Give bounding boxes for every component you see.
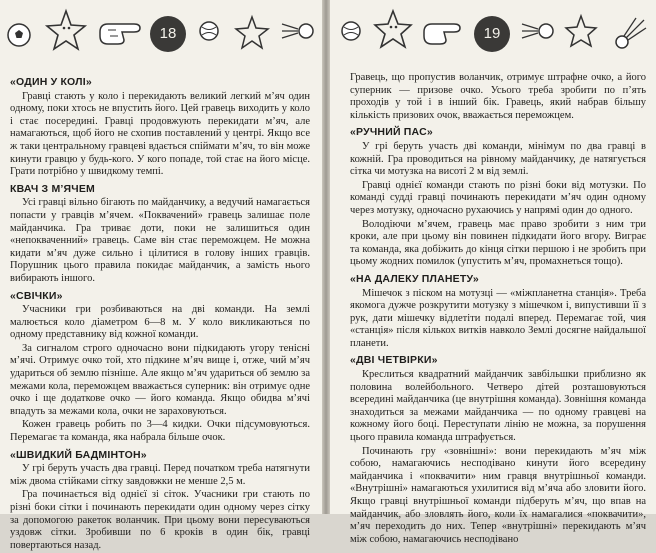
- right-page-text: [350, 72, 646, 547]
- paragraph: Усі гравці вільно бігають по майданчику, а ведучий намагається попасти у гравців м’ячем. «Поквачений» гравець залишає поле майданчика. Гра триває доти, поки не залишиться один «непокваченний» гравець. Саме він стає переможцем. Не можна кидати м’яч дуже сильно і цілитися в голову інших гравців. Порушник цього правила покидає майданчик, а замість нього вибирають іншого.: [10, 197, 310, 284]
- soccer-ball-icon: [6, 22, 32, 48]
- section-ruchnyi-pas: [350, 126, 646, 269]
- paragraph: За сигналом строго одночасно вони підкидають угору тенісні м’ячі. Отримує очко той, хто підкине м’яч вище і, отже, чий м’яч удариться об землю пізніше. Але якщо м’яч удариться об землю за межами кола, переможцем вважається суперник: він отримує одне очко і ще додаткове очко — його команда. Якщо обидва м’ячі впадуть за межами кола, очки не зараховуються.: [10, 342, 310, 417]
- section-title: «СВІЧКИ»: [10, 289, 63, 302]
- intro-paragraph: Гравець, що пропустив воланчик, отримує штрафне очко, а його суперник — призове очко. Усього треба зробити по п’ять проходів у той і в інший бік. Гравець, який набрав більшу кількість призових очок, вважається переможцем.: [350, 72, 646, 121]
- paragraph: Гравці однієї команди стають по різні боки від мотузки. По команді судді гравці починають перекидати м’яч один одному через мотузку, одночасно рухаючись у напрямі один до одного.: [350, 179, 646, 216]
- paragraph: Креслиться квадратний майданчик завбільшки приблизно як половина волейбольного. Четверо дітей розташовуються всередині майданчика (це внутрішня команда). Зовнішня команда знаходиться за межами майданчика — по одному гравцеві на кожному його боці. Переступати лінію не можна, за порушення цього правила команда штрафується.: [350, 369, 646, 444]
- paragraph: Гра починається від однієї зі сіток. Учасники гри стають по різні боки сітки і починають перекидати один одному через сітку за допомогою ракеток воланчик. При цьому вони пересуваються уздовж сітки. Зробивши по 6 кроків в один бік, гравці повертаються назад.: [10, 489, 310, 551]
- left-page: [0, 0, 322, 551]
- section-title: «ОДИН У КОЛІ»: [10, 76, 92, 88]
- starfish-icon: [44, 8, 88, 52]
- paragraph: Учасники гри розбиваються на дві команди. На землі малюється коло діаметром 6—8 м. У коло викликаються по одному представнику від кожної команди.: [10, 304, 310, 341]
- page-number-right: 19: [474, 16, 510, 52]
- section-odyn-u-koli: [10, 76, 310, 179]
- left-page-text: [10, 72, 310, 553]
- paragraph: У грі беруть участь дві команди, мінімум по два гравці в кожній. Гра проводиться на рівному майданчику, де натягується сітка чи мотузка на висоті 2 м від землі.: [350, 140, 646, 178]
- section-title: «ДВІ ЧЕТВІРКИ»: [350, 354, 438, 367]
- small-star-icon: [232, 12, 272, 52]
- right-page-header: [330, 0, 656, 64]
- section-title: КВАЧ З М’ЯЧЕМ: [10, 182, 95, 195]
- right-page: [330, 0, 656, 545]
- paragraph: Володіючи м’ячем, гравець має право зробити з ним три кроки, але при цьому він повинен підкидати його вгору. Виграє та команда, яка добіжить до кінця сітки першою і не зробить при цьому жодних помилок (упустить м’яч, промахнеться тощо).: [350, 218, 646, 268]
- section-svichky: [10, 290, 310, 445]
- shuttlecock-icon: [610, 14, 650, 54]
- section-dvi-chetvirky: [350, 354, 646, 546]
- paragraph: Мішечок з піском на мотузці — «міжпланетна станція». Треба якомога дужче розкрутити мотузку з мішечком і, випустивши її з рук, дати мішечку відлетіти подалі вперед. Перемагає той, чия «станція» після кількох витків навколо Землі досягне найдальшої планети.: [350, 287, 646, 349]
- paragraph: У грі беруть участь два гравці. Перед початком треба натягнути між двома стійками сітку завдовжки не менше 2,5 м.: [10, 463, 310, 487]
- section-title: «ШВИДКИЙ БАДМІНТОН»: [10, 448, 147, 461]
- paragraph: Починають гру «зовнішні»: вони перекидають м’яч між собою, намагаючись несподівано кинути його всередину майданчика і «поквачити» ним гравця внутрішньої команди. «Внутрішні» намагаються ухилитися від м’яча або зловити його. Якщо гравці внутрішньої команди підберуть м’яч, що впав на майданчик, або зловлять його, коли їх намагалися «поквачити», м’яч переходить до них. Тепер «внутрішні» перекидають м’яч між собою, намагаючись несподівано: [350, 445, 646, 545]
- ball-doodle-icon: [338, 18, 364, 44]
- section-kvach-z-myachem: [10, 183, 310, 286]
- comet-icon: [280, 16, 316, 46]
- starfish-icon: [372, 8, 414, 50]
- section-na-daleku-planetu: [350, 273, 646, 351]
- book-gutter: [322, 0, 330, 514]
- paragraph: Кожен гравець робить по 3—4 кидки. Очки підсумовуються. Перемагає та команда, яка набрала більше очок.: [10, 419, 310, 444]
- section-shvydkyi-badminton: [10, 449, 310, 553]
- comet-icon: [520, 16, 556, 46]
- page-number-left: 18: [150, 16, 186, 52]
- section-title: «РУЧНИЙ ПАС»: [350, 126, 433, 139]
- paragraph: Гравці стають у коло і перекидають великий легкий м’яч один одному, поки хтось не впустить його. Цей гравець виходить у коло і стає посередині. Гравці продовжують перекидати м’яч, але намагаються, щоб його не схопив поставлений у центрі. Якщо все ж таки центральному гравцеві вдається спіймати м’яч, то він може кинути гравцю у будь-кого. У кого попаде, той стає на його місце. Грати потрібно у швидкому темпі.: [10, 90, 310, 178]
- left-page-header: [0, 0, 322, 64]
- pointing-hand-icon: [420, 14, 464, 48]
- pointing-hand-icon: [96, 14, 144, 48]
- small-star-icon: [562, 12, 600, 50]
- ball-doodle-icon: [196, 18, 222, 44]
- section-title: «НА ДАЛЕКУ ПЛАНЕТУ»: [350, 272, 479, 285]
